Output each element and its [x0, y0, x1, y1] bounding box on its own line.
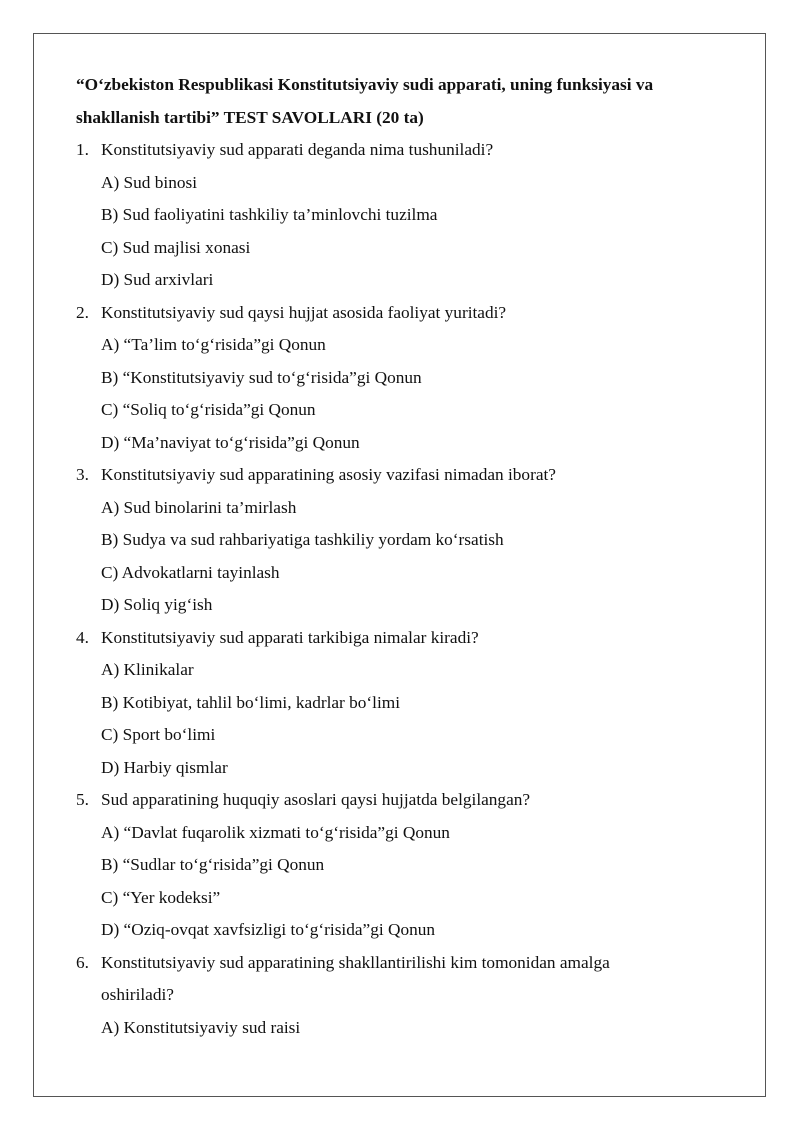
answer-option: B) Sud faoliyatini tashkiliy ta’minlovchi tuzilma [101, 205, 438, 224]
document-body [76, 69, 736, 1044]
question-line [76, 134, 736, 167]
question-item [76, 134, 736, 297]
question-number: 1. [76, 140, 89, 159]
question-number: 6. [76, 952, 89, 972]
answer-options [76, 329, 736, 459]
question-number: 3. [76, 465, 89, 484]
answer-option: B) “Sudlar to‘g‘risida”gi Qonun [101, 855, 325, 874]
question-item [76, 297, 736, 460]
answer-option: D) Sud arxivlari [101, 270, 214, 289]
answer-options [76, 1012, 736, 1045]
answer-option: C) “Soliq to‘g‘risida”gi Qonun [101, 400, 316, 419]
answer-options [76, 654, 736, 784]
answer-option: A) Konstitutsiyaviy sud raisi [101, 1017, 301, 1037]
question-line [76, 947, 736, 1012]
answer-option: C) Advokatlarni tayinlash [101, 562, 280, 582]
question-item [76, 459, 736, 622]
answer-option: A) Sud binosi [101, 172, 198, 192]
question-text: Konstitutsiyaviy sud apparatining shakllantirilishi kim tomonidan amalga oshiriladi? [101, 952, 610, 1004]
answer-option: C) Sud majlisi xonasi [101, 237, 251, 257]
document-title: “O‘zbekiston Respublikasi Konstitutsiyaviy sudi apparati, uning funksiyasi va shakllanish tartibi” TEST SAVOLLARI (20 ta) [76, 75, 654, 127]
answer-options [76, 817, 736, 947]
answer-option: A) Sud binolarini ta’mirlash [101, 497, 297, 517]
question-text: Konstitutsiyaviy sud apparati tarkibiga nimalar kiradi? [101, 627, 479, 647]
question-item [76, 784, 736, 947]
question-text: Konstitutsiyaviy sud qaysi hujjat asosida faoliyat yuritadi? [101, 302, 507, 322]
answer-option: B) “Konstitutsiyaviy sud to‘g‘risida”gi Qonun [101, 367, 422, 387]
answer-option: D) Soliq yig‘ish [101, 595, 213, 614]
question-line [76, 622, 736, 655]
answer-options [76, 492, 736, 622]
question-list [76, 134, 736, 1044]
answer-option: B) Sudya va sud rahbariyatiga tashkiliy yordam ko‘rsatish [101, 530, 504, 549]
answer-option: B) Kotibiyat, tahlil bo‘limi, kadrlar bo‘limi [101, 692, 401, 712]
question-item [76, 947, 736, 1045]
question-line [76, 297, 736, 330]
answer-option: A) “Ta’lim to‘g‘risida”gi Qonun [101, 335, 326, 354]
question-item [76, 622, 736, 785]
question-number: 2. [76, 302, 89, 322]
answer-option: C) “Yer kodeksi” [101, 887, 221, 907]
question-text: Konstitutsiyaviy sud apparatining asosiy vazifasi nimadan iborat? [101, 465, 556, 484]
answer-option: D) “Ma’naviyat to‘g‘risida”gi Qonun [101, 432, 360, 452]
question-number: 5. [76, 790, 89, 809]
answer-option: C) Sport bo‘limi [101, 725, 216, 744]
answer-option: D) “Oziq-ovqat xavfsizligi to‘g‘risida”gi Qonun [101, 920, 436, 939]
question-text: Konstitutsiyaviy sud apparati deganda nima tushuniladi? [101, 140, 494, 159]
question-text: Sud apparatining huquqiy asoslari qaysi hujjatda belgilangan? [101, 790, 531, 809]
answer-option: A) “Davlat fuqarolik xizmati to‘g‘risida”gi Qonun [101, 822, 450, 842]
question-number: 4. [76, 627, 89, 647]
answer-options [76, 167, 736, 297]
question-line [76, 459, 736, 492]
answer-option: D) Harbiy qismlar [101, 757, 228, 777]
question-line [76, 784, 736, 817]
answer-option: A) Klinikalar [101, 660, 194, 679]
